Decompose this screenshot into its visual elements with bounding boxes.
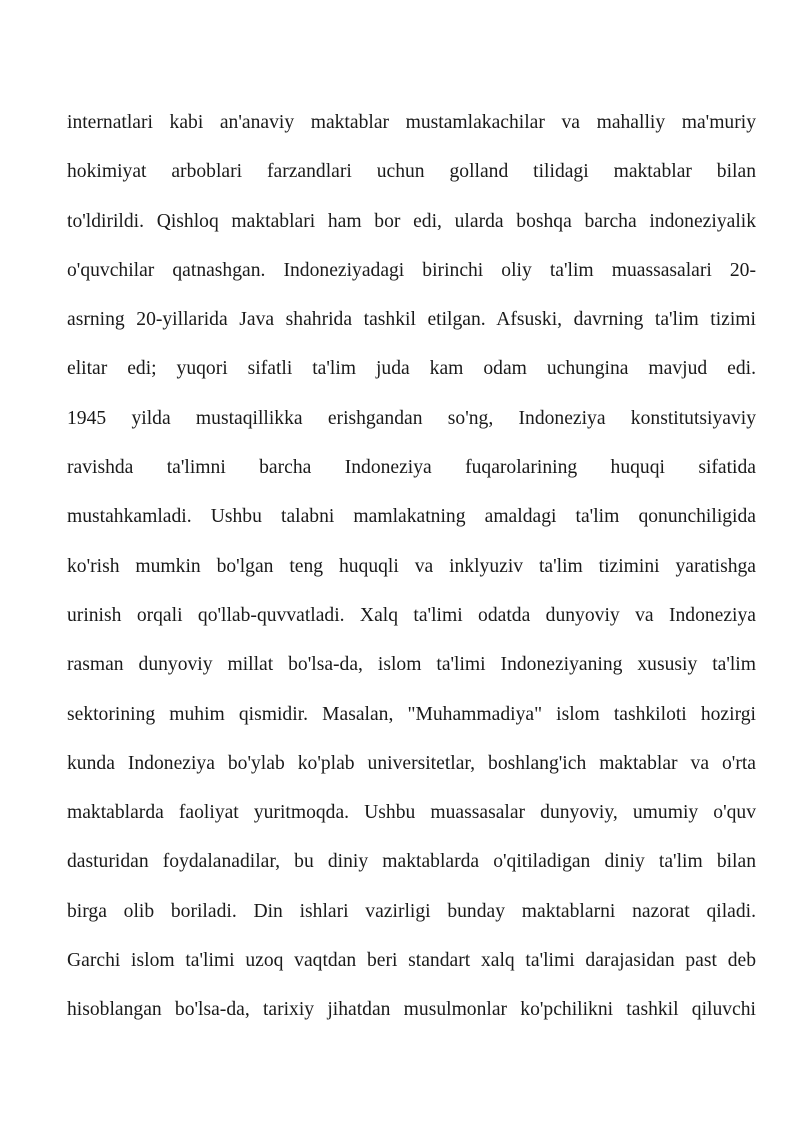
text-line: hokimiyat arboblari farzandlari uchun golland tilidagi maktablar bilan [67, 161, 756, 183]
text-line: maktablarda faoliyat yuritmoqda. Ushbu muassasalar dunyoviy, umumiy o'quv [67, 802, 756, 824]
text-line: dasturidan foydalanadilar, bu diniy maktablarda o'qitiladigan diniy ta'lim bilan [67, 851, 756, 873]
text-line: urinish orqali qo'llab-quvvatladi. Xalq ta'limi odatda dunyoviy va Indoneziya [67, 604, 756, 626]
text-line: 1945 yilda mustaqillikka erishgandan so'ng, Indoneziya konstitutsiyaviy [67, 407, 756, 429]
text-line: ko'rish mumkin bo'lgan teng huquqli va inklyuziv ta'lim tizimini yaratishga [67, 555, 756, 577]
text-line: sektorining muhim qismidir. Masalan, "Muhammadiya" islom tashkiloti hozirgi [67, 703, 756, 725]
text-line: internatlari kabi an'anaviy maktablar mustamlakachilar va mahalliy ma'muriy [67, 112, 756, 133]
text-line: to'ldirildi. Qishloq maktablari ham bor edi, ularda boshqa barcha indoneziyalik [67, 210, 756, 232]
text-line: elitar edi; yuqori sifatli ta'lim juda kam odam uchungina mavjud edi. [67, 358, 756, 380]
text-line: hisoblangan bo'lsa-da, tarixiy jihatdan musulmonlar ko'pchilikni tashkil qiluvchi [67, 999, 756, 1021]
text-line: birga olib boriladi. Din ishlari vazirligi bunday maktablarni nazorat qiladi. [67, 900, 756, 922]
text-line: asrning 20-yillarida Java shahrida tashkil etilgan. Afsuski, davrning ta'lim tizimi [67, 309, 756, 331]
text-line: ravishda ta'limni barcha Indoneziya fuqarolarining huquqi sifatida [67, 457, 756, 479]
text-line: mustahkamladi. Ushbu talabni mamlakatning amaldagi ta'lim qonunchiligida [67, 506, 756, 528]
body-paragraph [67, 98, 756, 1035]
text-line: rasman dunyoviy millat bo'lsa-da, islom ta'limi Indoneziyaning xususiy ta'lim [67, 654, 756, 676]
text-line: Garchi islom ta'limi uzoq vaqtdan beri standart xalq ta'limi darajasidan past deb [67, 950, 756, 972]
text-line: kunda Indoneziya bo'ylab ko'plab universitetlar, boshlang'ich maktablar va o'rta [67, 752, 756, 774]
text-line: o'quvchilar qatnashgan. Indoneziyadagi birinchi oliy ta'lim muassasalari 20- [67, 259, 756, 281]
